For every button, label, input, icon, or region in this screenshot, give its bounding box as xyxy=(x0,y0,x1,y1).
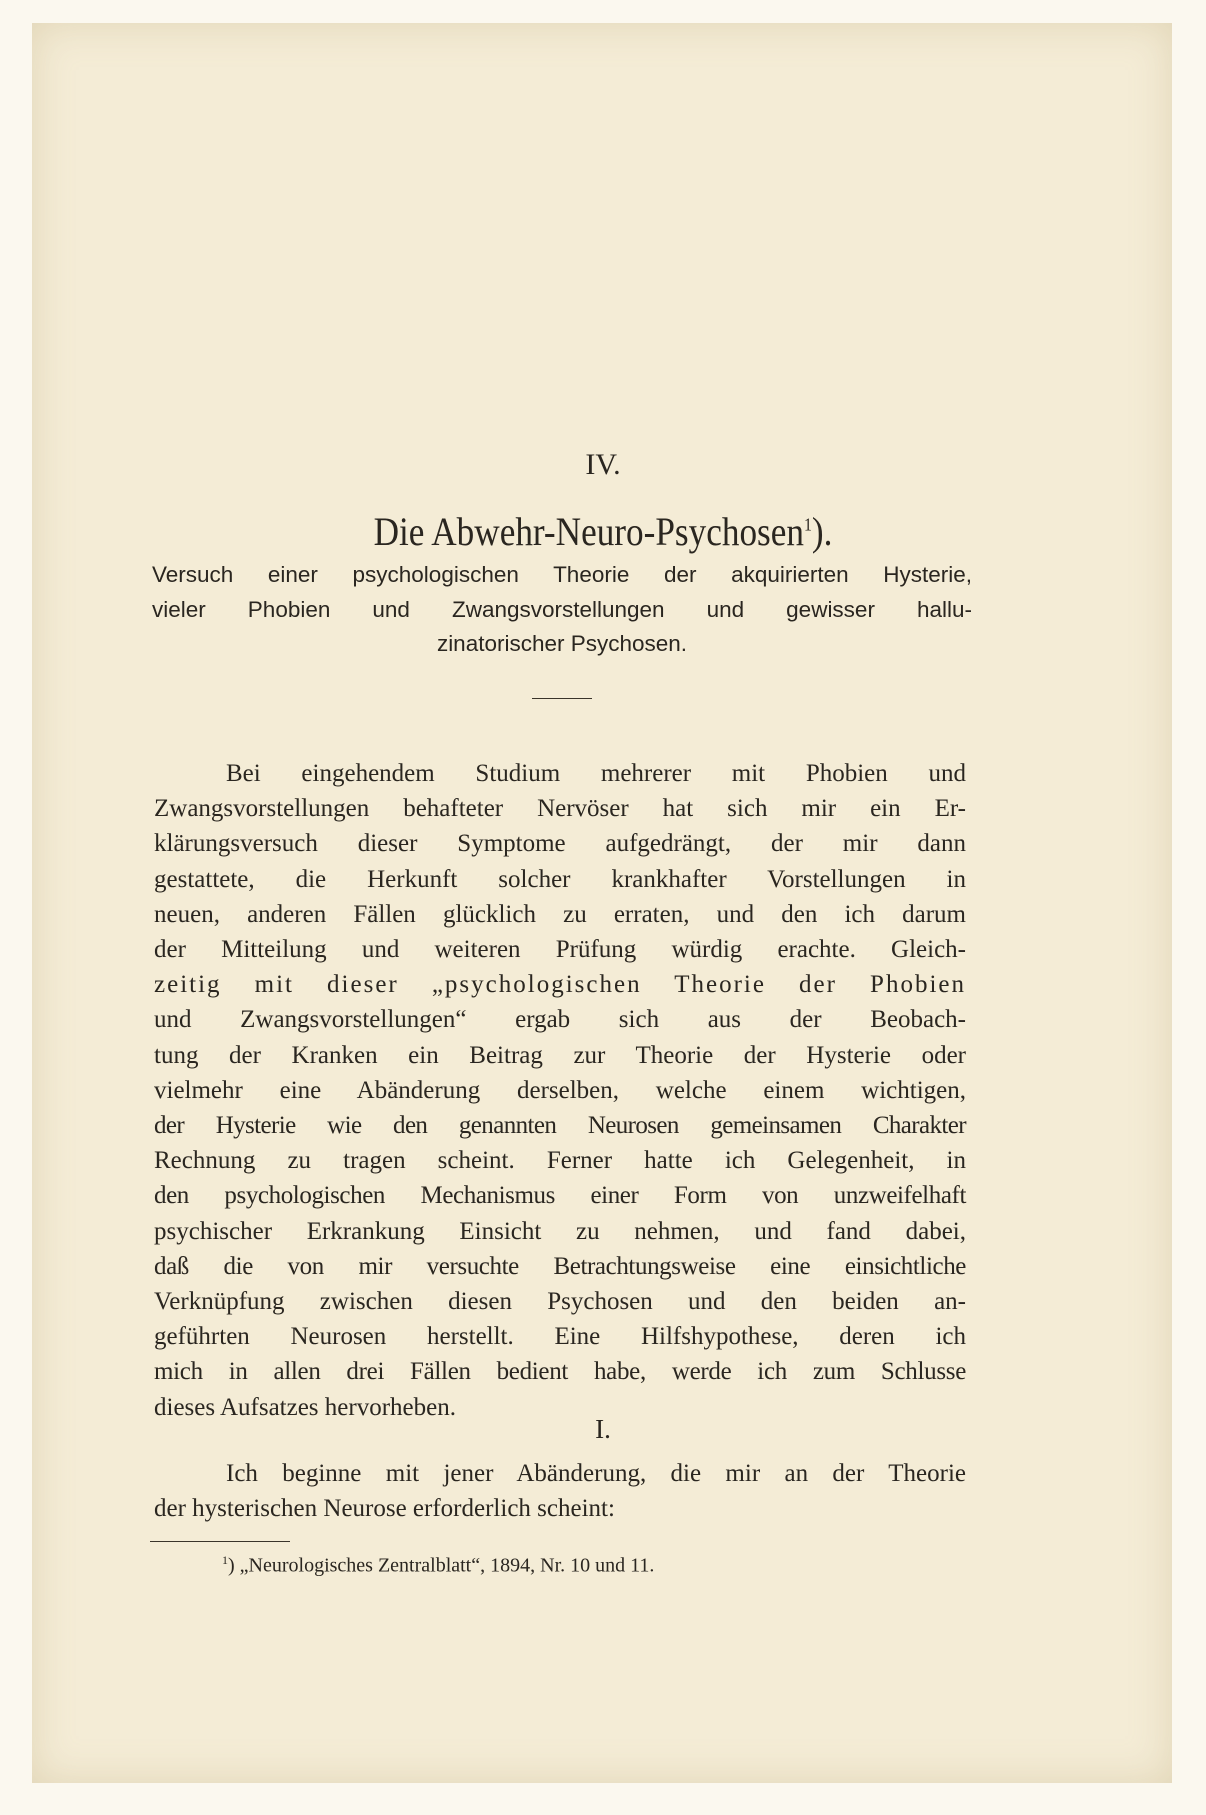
text-line: vielmehr eine Abänderung derselben, welche einem wichtigen, xyxy=(154,1076,966,1104)
footnote-divider xyxy=(150,1541,290,1542)
footnote xyxy=(222,1553,654,1578)
divider xyxy=(532,698,592,699)
text-line: der hysterischen Neurose erforderlich scheint: xyxy=(154,1495,615,1523)
footnote-mark: 1 xyxy=(222,1553,228,1567)
text-line: gestattete, die Herkunft solcher krankhafter Vorstellungen in xyxy=(154,865,966,893)
subtitle xyxy=(152,558,972,662)
text-line: mich in allen drei Fällen bedient habe, werde ich zum Schlusse xyxy=(154,1358,966,1386)
text-line: zeitig mit dieser „psychologischen Theorie der Phobien xyxy=(154,971,966,999)
text-line: dieses Aufsatzes hervorheben. xyxy=(154,1393,456,1421)
intro-paragraph xyxy=(154,756,966,1425)
page-title xyxy=(72,508,1133,555)
text-line: Bei eingehendem Studium mehrerer mit Phobien und xyxy=(226,760,966,787)
subtitle-line: Versuch einer psychologischen Theorie der akquirierten Hysterie, xyxy=(152,562,972,587)
text-line: tung der Kranken ein Beitrag zur Theorie der Hysterie oder xyxy=(154,1041,966,1069)
text-line: und Zwangsvorstellungen“ ergab sich aus der Beobach- xyxy=(154,1006,966,1034)
text-line: Ich beginne mit jener Abänderung, die mir an der Theorie xyxy=(226,1460,966,1487)
chapter-number: IV. xyxy=(585,448,621,481)
text-line: Zwangsvorstellungen behafteter Nervöser hat sich mir ein Er- xyxy=(154,795,966,823)
text-line: geführten Neurosen herstellt. Eine Hilfshypothese, deren ich xyxy=(154,1323,966,1351)
text-line: den psychologischen Mechanismus einer Form von unzweifelhaft xyxy=(154,1182,966,1210)
text-line: daß die von mir versuchte Betrachtungsweise eine einsichtliche xyxy=(154,1252,966,1280)
footnote-text: ) „Neurologisches Zentralblatt“, 1894, Nr. 10 und 11. xyxy=(228,1554,655,1577)
text-line: neuen, anderen Fällen glücklich zu erraten, und den ich darum xyxy=(154,900,966,928)
section-number: I. xyxy=(595,1414,611,1444)
subtitle-line: zinatorischer Psychosen. xyxy=(436,631,688,656)
text-line: psychischer Erkrankung Einsicht zu nehmen, und fand dabei, xyxy=(154,1217,966,1245)
text-line: Rechnung zu tragen scheint. Ferner hatte ich Gelegenheit, in xyxy=(154,1147,966,1175)
subtitle-line: vieler Phobien und Zwangsvorstellungen und gewisser hallu- xyxy=(152,596,972,622)
text-line: der Mitteilung und weiteren Prüfung würdig erachte. Gleich- xyxy=(154,936,966,964)
title-footnote-mark: 1 xyxy=(803,514,812,535)
text-line: Verknüpfung zwischen diesen Psychosen und den beiden an- xyxy=(154,1288,966,1316)
title-text: Die Abwehr-Neuro-Psychosen xyxy=(373,509,804,554)
text-line: der Hysterie wie den genannten Neurosen gemeinsamen Charakter xyxy=(154,1112,966,1140)
text-line: klärungsversuch dieser Symptome aufgedrängt, der mir dann xyxy=(154,830,966,858)
title-close: ). xyxy=(811,509,833,554)
section-paragraph xyxy=(154,1456,966,1526)
